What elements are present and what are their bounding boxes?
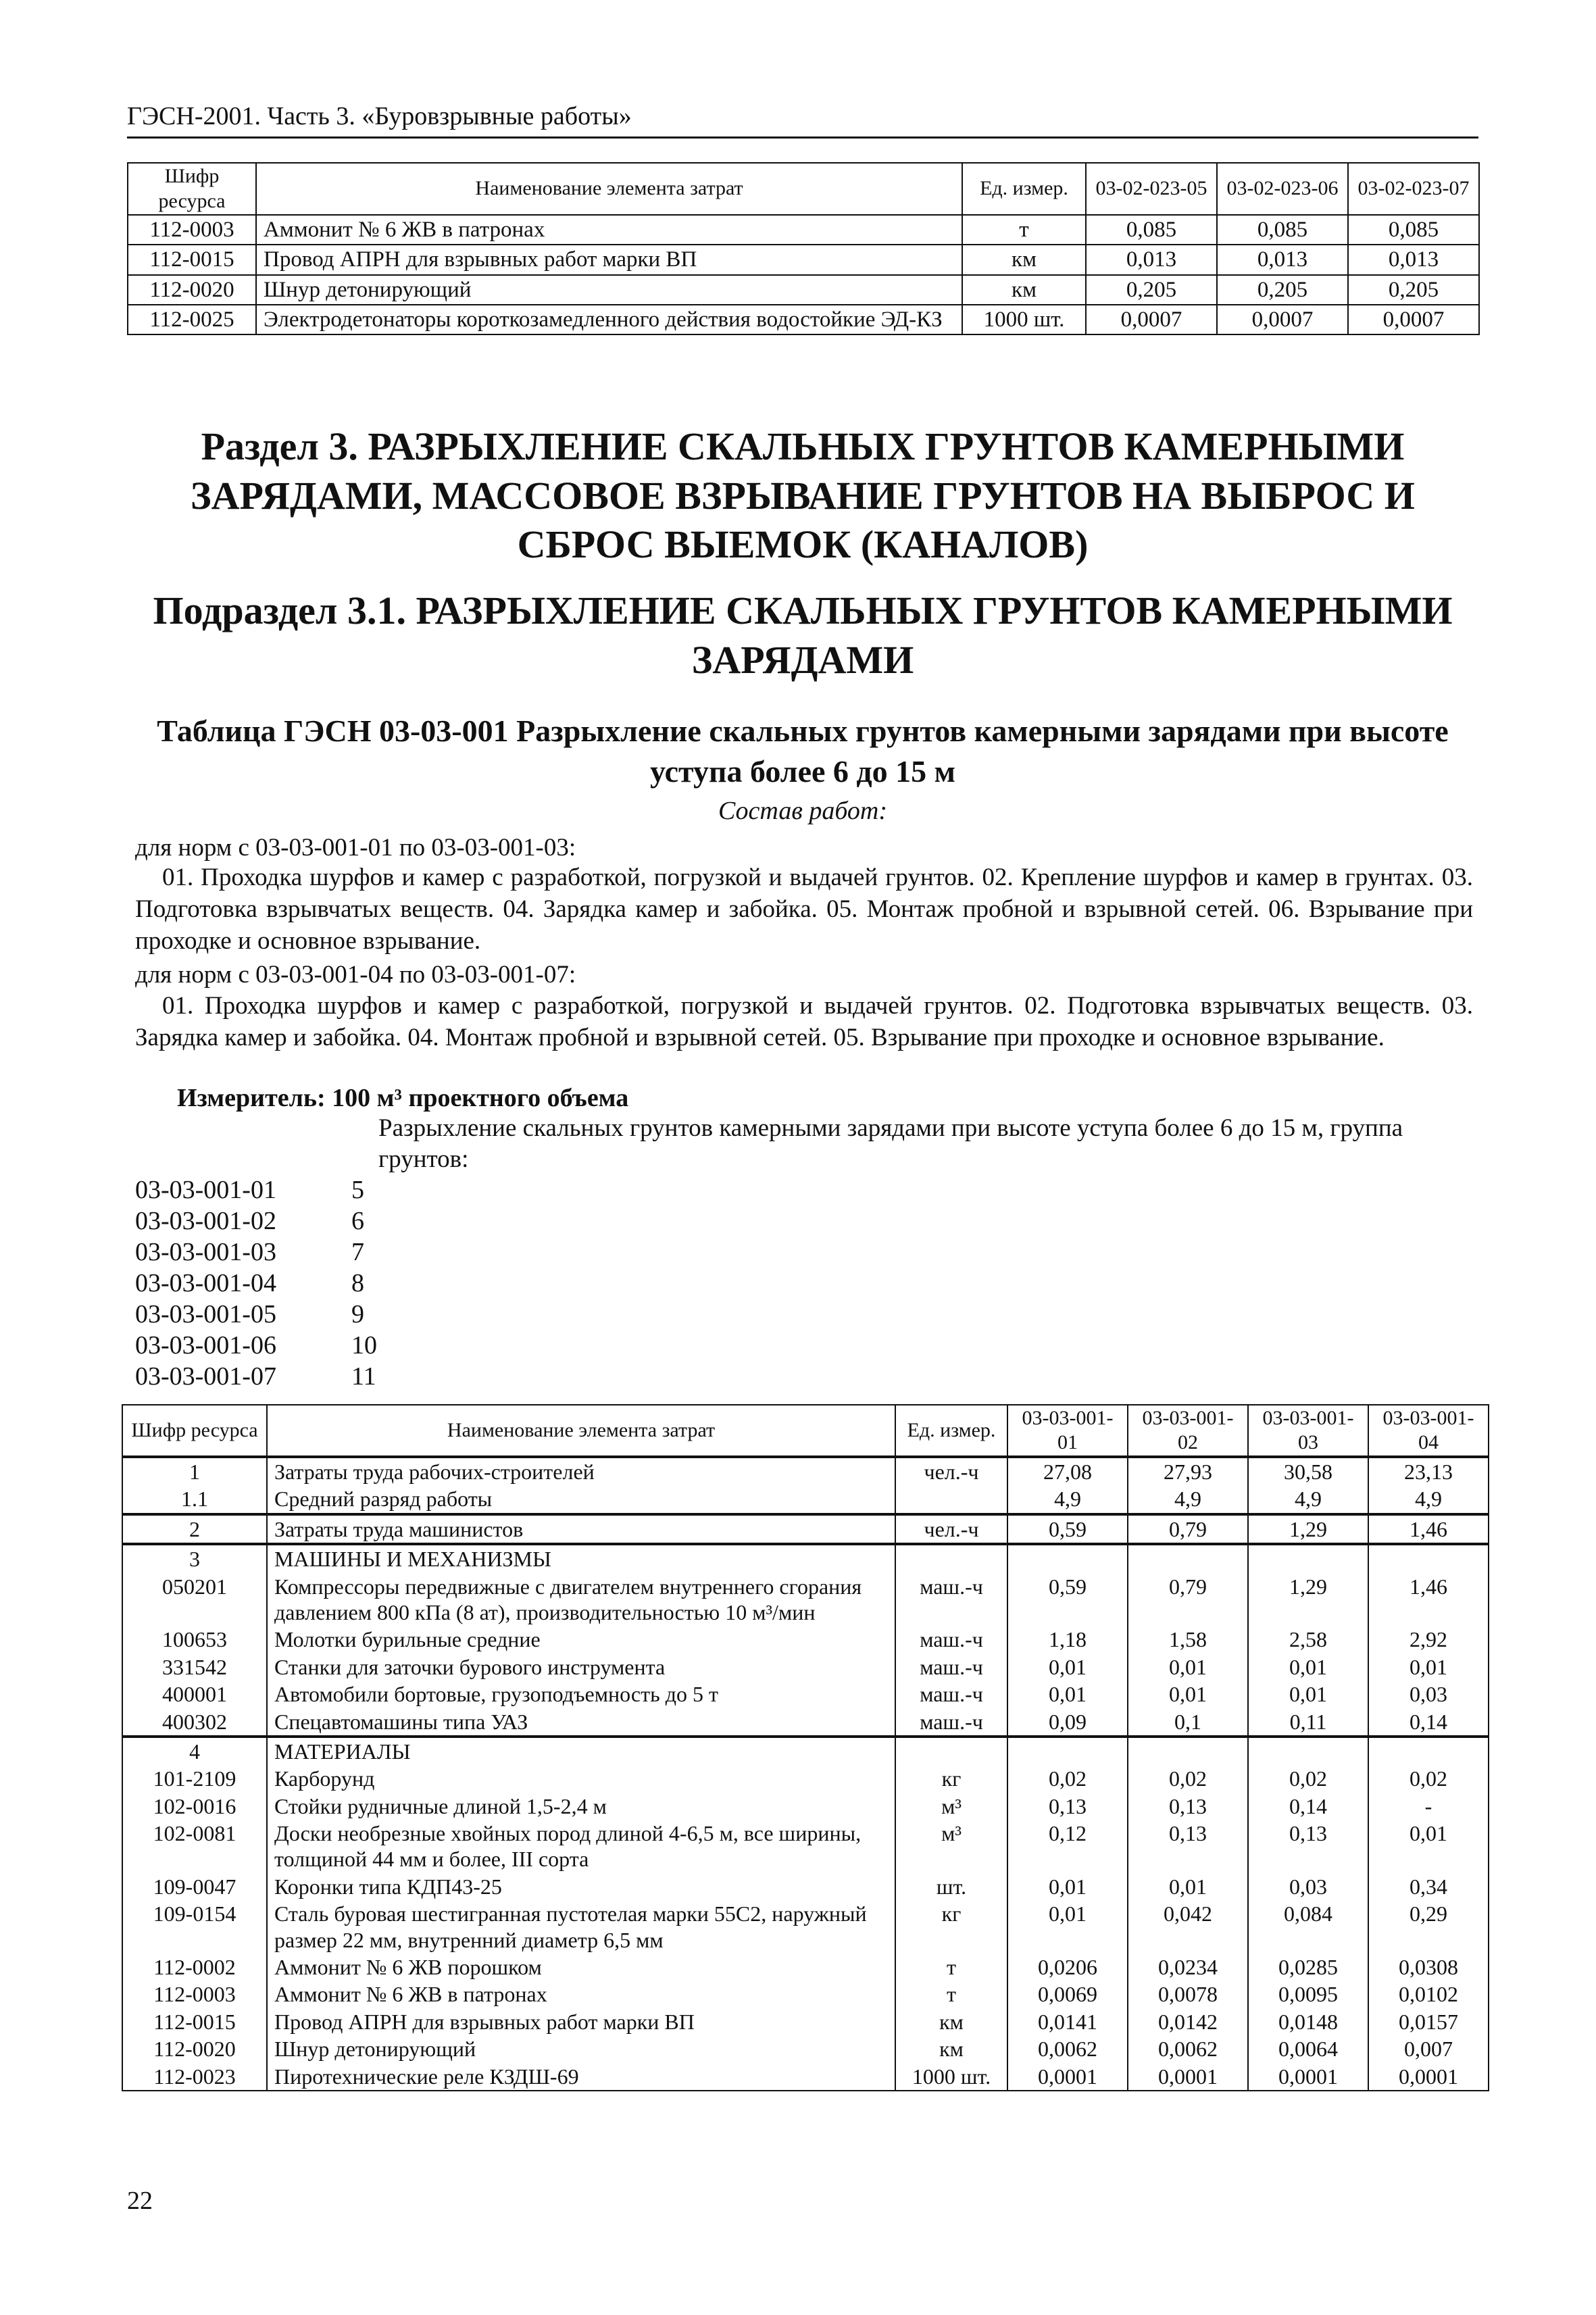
resource-name: Сталь буровая шестигранная пустотелая марки 55С2, наружный размер 22 мм, внутренний диаметр 6,5 мм bbox=[267, 1900, 895, 1953]
header-norm: 03-03-001-02 bbox=[1128, 1405, 1248, 1457]
norm-item bbox=[135, 1237, 377, 1268]
norm-value: 0,09 bbox=[1007, 1708, 1128, 1737]
norm-item bbox=[135, 1268, 377, 1299]
norms-range-label: для норм с 03-03-001-01 по 03-03-001-03: bbox=[135, 834, 576, 862]
resource-name: Аммонит № 6 ЖВ порошком bbox=[267, 1953, 895, 1981]
header-norm: 03-03-001-03 bbox=[1248, 1405, 1368, 1457]
norm-value: 2,92 bbox=[1368, 1626, 1489, 1653]
norm-value: 0,013 bbox=[1217, 245, 1348, 274]
table-row bbox=[128, 305, 1479, 334]
norm-value: 4,9 bbox=[1007, 1485, 1128, 1514]
norm-item bbox=[135, 1205, 377, 1237]
unit: км bbox=[962, 245, 1086, 274]
table-row bbox=[122, 1457, 1489, 1485]
resource-code: 109-0154 bbox=[122, 1900, 267, 1953]
header-norm: 03-03-001-04 bbox=[1368, 1405, 1489, 1457]
header-code: Шифр ресурса bbox=[128, 163, 256, 215]
norm-value: 0,0095 bbox=[1248, 1981, 1368, 2008]
table-header-row bbox=[122, 1405, 1489, 1457]
resource-table bbox=[122, 1404, 1489, 2091]
soil-group: 7 bbox=[351, 1238, 364, 1266]
norm-value: 0,0062 bbox=[1007, 2035, 1128, 2062]
norm-value: 0,01 bbox=[1368, 1653, 1489, 1681]
norm-value: 0,0007 bbox=[1217, 305, 1348, 334]
norm-value: 0,0069 bbox=[1007, 1981, 1128, 2008]
unit: чел.-ч bbox=[895, 1514, 1007, 1544]
norm-value: 0,085 bbox=[1217, 215, 1348, 245]
norm-value bbox=[1007, 1544, 1128, 1572]
resource-name: Провод АПРН для взрывных работ марки ВП bbox=[256, 245, 962, 274]
resource-name: Провод АПРН для взрывных работ марки ВП bbox=[267, 2008, 895, 2035]
table-body bbox=[128, 215, 1479, 334]
resource-code: 400302 bbox=[122, 1708, 267, 1737]
resource-name: Станки для заточки бурового инструмента bbox=[267, 1653, 895, 1681]
header-unit: Ед. измер. bbox=[962, 163, 1086, 215]
norm-value: 0,0206 bbox=[1007, 1953, 1128, 1981]
norms-range-label: для норм с 03-03-001-04 по 03-03-001-07: bbox=[135, 961, 576, 989]
norm-value: 0,085 bbox=[1348, 215, 1479, 245]
resource-code: 102-0016 bbox=[122, 1793, 267, 1820]
resource-code: 4 bbox=[122, 1737, 267, 1765]
norm-value: 2,58 bbox=[1248, 1626, 1368, 1653]
norm-value bbox=[1007, 1737, 1128, 1765]
unit: кг bbox=[895, 1900, 1007, 1953]
norm-value: 0,0001 bbox=[1368, 2063, 1489, 2091]
resource-name: Шнур детонирующий bbox=[267, 2035, 895, 2062]
norm-value bbox=[1128, 1544, 1248, 1572]
norm-code: 03-03-001-02 bbox=[135, 1207, 276, 1235]
unit bbox=[895, 1737, 1007, 1765]
resource-code: 2 bbox=[122, 1514, 267, 1544]
resource-code: 112-0023 bbox=[122, 2063, 267, 2091]
resource-code: 112-0025 bbox=[128, 305, 256, 334]
resource-code: 331542 bbox=[122, 1653, 267, 1681]
norm-value: 0,205 bbox=[1348, 275, 1479, 305]
table-row bbox=[122, 1626, 1489, 1653]
table-row bbox=[128, 245, 1479, 274]
resource-name: Затраты труда рабочих-строителей bbox=[267, 1457, 895, 1485]
resource-code: 112-0003 bbox=[122, 1981, 267, 2008]
norm-value: 0,13 bbox=[1248, 1820, 1368, 1873]
resource-name: Затраты труда машинистов bbox=[267, 1514, 895, 1544]
norm-value: 0,14 bbox=[1248, 1793, 1368, 1820]
norm-value: 0,0102 bbox=[1368, 1981, 1489, 2008]
norm-code: 03-03-001-01 bbox=[135, 1176, 276, 1204]
resource-code: 112-0002 bbox=[122, 1953, 267, 1981]
table-row bbox=[122, 1514, 1489, 1544]
unit: т bbox=[962, 215, 1086, 245]
norm-value: 1,46 bbox=[1368, 1573, 1489, 1626]
norm-list bbox=[135, 1174, 377, 1392]
norm-value bbox=[1128, 1737, 1248, 1765]
norm-value: 0,084 bbox=[1248, 1900, 1368, 1953]
norm-value: 0,0141 bbox=[1007, 2008, 1128, 2035]
table-row bbox=[122, 1485, 1489, 1514]
norm-value: 0,0001 bbox=[1128, 2063, 1248, 2091]
norm-value: 0,02 bbox=[1007, 1765, 1128, 1792]
norm-value: 0,0285 bbox=[1248, 1953, 1368, 1981]
norm-value: 0,11 bbox=[1248, 1708, 1368, 1737]
table-row bbox=[122, 2063, 1489, 2091]
header-norm: 03-02-023-05 bbox=[1086, 163, 1217, 215]
norm-value: 0,1 bbox=[1128, 1708, 1248, 1737]
norm-value: 0,29 bbox=[1368, 1900, 1489, 1953]
norm-code: 03-03-001-04 bbox=[135, 1269, 276, 1297]
norm-value: 0,205 bbox=[1086, 275, 1217, 305]
table-row bbox=[122, 1953, 1489, 1981]
resource-code: 112-0015 bbox=[122, 2008, 267, 2035]
resource-code: 112-0020 bbox=[122, 2035, 267, 2062]
resource-code: 112-0015 bbox=[128, 245, 256, 274]
unit: маш.-ч bbox=[895, 1573, 1007, 1626]
resource-code: 109-0047 bbox=[122, 1873, 267, 1900]
soil-group: 9 bbox=[351, 1300, 364, 1328]
norm-value: 0,0308 bbox=[1368, 1953, 1489, 1981]
table-row bbox=[122, 1765, 1489, 1792]
unit: маш.-ч bbox=[895, 1681, 1007, 1708]
unit: маш.-ч bbox=[895, 1653, 1007, 1681]
resource-name: МАШИНЫ И МЕХАНИЗМЫ bbox=[267, 1544, 895, 1572]
work-text: 01. Проходка шурфов и камер с разработкой, погрузкой и выдачей грунтов. 02. Подготовка взрывчатых веществ. 03. Зарядка камер и забойка. 04. Монтаж пробной и взрывной сетей. 05. Взрывание при проходке и основное взрывание. bbox=[135, 992, 1473, 1051]
norm-value: 27,93 bbox=[1128, 1457, 1248, 1485]
table-row bbox=[122, 1708, 1489, 1737]
norm-value: 0,007 bbox=[1368, 2035, 1489, 2062]
norm-value: 0,03 bbox=[1248, 1873, 1368, 1900]
norm-code: 03-03-001-03 bbox=[135, 1238, 276, 1266]
norm-value: 1,29 bbox=[1248, 1573, 1368, 1626]
unit: км bbox=[962, 275, 1086, 305]
norm-value: 0,79 bbox=[1128, 1573, 1248, 1626]
soil-group: 11 bbox=[351, 1362, 376, 1391]
resource-name: Молотки бурильные средние bbox=[267, 1626, 895, 1653]
table-header-row bbox=[128, 163, 1479, 215]
norm-value: 0,13 bbox=[1128, 1820, 1248, 1873]
table-row bbox=[122, 1900, 1489, 1953]
table-title: Таблица ГЭСН 03-03-001 Разрыхление скальных грунтов камерными зарядами при высоте уступа более 6 до 15 м bbox=[157, 714, 1449, 789]
work-composition-title: Состав работ: bbox=[718, 797, 888, 825]
header-code: Шифр ресурса bbox=[122, 1405, 267, 1457]
table-row bbox=[128, 275, 1479, 305]
table-row bbox=[122, 1737, 1489, 1765]
norm-value: 0,02 bbox=[1128, 1765, 1248, 1792]
table-row bbox=[122, 1544, 1489, 1572]
page-number: 22 bbox=[127, 2187, 153, 2215]
table-row bbox=[122, 1681, 1489, 1708]
norm-value: 0,205 bbox=[1217, 275, 1348, 305]
work-text: 01. Проходка шурфов и камер с разработкой, погрузкой и выдачей грунтов. 02. Крепление шурфов и камер в грунтах. 03. Подготовка взрывчатых веществ. 04. Зарядка камер и забойка. 05. Монтаж пробной и взрывной сетей. 06. Взрывание при проходке и основное взрывание. bbox=[135, 864, 1473, 955]
resource-code: 050201 bbox=[122, 1573, 267, 1626]
resource-code: 101-2109 bbox=[122, 1765, 267, 1792]
norm-item bbox=[135, 1299, 377, 1330]
unit: км bbox=[895, 2035, 1007, 2062]
norm-value: 0,0157 bbox=[1368, 2008, 1489, 2035]
section-title: Раздел 3. РАЗРЫХЛЕНИЕ СКАЛЬНЫХ ГРУНТОВ КАМЕРНЫМИ ЗАРЯДАМИ, МАССОВОЕ ВЗРЫВАНИЕ ГРУНТОВ НА ВЫБРОС И СБРОС ВЫЕМОК (КАНАЛОВ) bbox=[191, 424, 1415, 566]
norm-value bbox=[1248, 1737, 1368, 1765]
unit: маш.-ч bbox=[895, 1708, 1007, 1737]
resource-code: 1 bbox=[122, 1457, 267, 1485]
resource-name: Компрессоры передвижные с двигателем внутреннего сгорания давлением 800 кПа (8 ат), производительностью 10 м³/мин bbox=[267, 1573, 895, 1626]
norm-value: 27,08 bbox=[1007, 1457, 1128, 1485]
unit: м³ bbox=[895, 1820, 1007, 1873]
norms-intro: Разрыхление скальных грунтов камерными зарядами при высоте уступа более 6 до 15 м, группа грунтов: bbox=[378, 1114, 1403, 1174]
norm-code: 03-03-001-07 bbox=[135, 1362, 276, 1391]
table-row bbox=[122, 2008, 1489, 2035]
norm-value: 0,34 bbox=[1368, 1873, 1489, 1900]
norm-item bbox=[135, 1330, 377, 1361]
norm-value: 0,14 bbox=[1368, 1708, 1489, 1737]
resource-code: 112-0003 bbox=[128, 215, 256, 245]
work-description bbox=[135, 862, 1473, 957]
header-norm: 03-02-023-06 bbox=[1217, 163, 1348, 215]
norm-value: 0,0001 bbox=[1248, 2063, 1368, 2091]
unit: м³ bbox=[895, 1793, 1007, 1820]
norm-value: 0,01 bbox=[1007, 1681, 1128, 1708]
unit bbox=[895, 1544, 1007, 1572]
norm-code: 03-03-001-05 bbox=[135, 1300, 276, 1328]
unit: кг bbox=[895, 1765, 1007, 1792]
norm-value: 0,13 bbox=[1128, 1793, 1248, 1820]
norm-value: 0,01 bbox=[1248, 1681, 1368, 1708]
resource-name: Аммонит № 6 ЖВ в патронах bbox=[267, 1981, 895, 2008]
soil-group: 6 bbox=[351, 1207, 364, 1235]
norm-item bbox=[135, 1174, 377, 1205]
unit: 1000 шт. bbox=[962, 305, 1086, 334]
table-body bbox=[122, 1457, 1489, 2091]
resource-name: Коронки типа КДП43-25 bbox=[267, 1873, 895, 1900]
unit: шт. bbox=[895, 1873, 1007, 1900]
norm-value: 0,01 bbox=[1128, 1653, 1248, 1681]
unit: км bbox=[895, 2008, 1007, 2035]
header-name: Наименование элемента затрат bbox=[267, 1405, 895, 1457]
norm-value: 0,0148 bbox=[1248, 2008, 1368, 2035]
soil-group: 5 bbox=[351, 1176, 364, 1204]
norm-value: 0,01 bbox=[1007, 1900, 1128, 1953]
norm-value: 30,58 bbox=[1248, 1457, 1368, 1485]
meter-label: Измеритель: 100 м³ проектного объема bbox=[177, 1084, 629, 1112]
norm-value: 4,9 bbox=[1368, 1485, 1489, 1514]
norm-value: 0,01 bbox=[1368, 1820, 1489, 1873]
header-unit: Ед. измер. bbox=[895, 1405, 1007, 1457]
norm-value: 0,01 bbox=[1007, 1653, 1128, 1681]
header-norm: 03-02-023-07 bbox=[1348, 163, 1479, 215]
norm-value: 0,02 bbox=[1368, 1765, 1489, 1792]
table-row bbox=[122, 1793, 1489, 1820]
norm-value: 0,59 bbox=[1007, 1573, 1128, 1626]
norm-value: 4,9 bbox=[1128, 1485, 1248, 1514]
norm-item bbox=[135, 1361, 377, 1392]
norm-value: 0,01 bbox=[1248, 1653, 1368, 1681]
resource-name: Спецавтомашины типа УАЗ bbox=[267, 1708, 895, 1737]
subsection-title: Подраздел 3.1. РАЗРЫХЛЕНИЕ СКАЛЬНЫХ ГРУНТОВ КАМЕРНЫМИ ЗАРЯДАМИ bbox=[153, 589, 1453, 682]
resource-code: 3 bbox=[122, 1544, 267, 1572]
norm-value: 0,042 bbox=[1128, 1900, 1248, 1953]
unit bbox=[895, 1485, 1007, 1514]
resource-name: Электродетонаторы короткозамедленного действия водостойкие ЭД-КЗ bbox=[256, 305, 962, 334]
norm-value: 0,0007 bbox=[1086, 305, 1217, 334]
resource-code: 1.1 bbox=[122, 1485, 267, 1514]
resource-code: 102-0081 bbox=[122, 1820, 267, 1873]
norm-value: 0,0007 bbox=[1348, 305, 1479, 334]
norm-value: 1,29 bbox=[1248, 1514, 1368, 1544]
resource-name: Аммонит № 6 ЖВ в патронах bbox=[256, 215, 962, 245]
norm-value: 0,01 bbox=[1128, 1873, 1248, 1900]
norm-value: 0,0234 bbox=[1128, 1953, 1248, 1981]
norm-value: 0,12 bbox=[1007, 1820, 1128, 1873]
resource-table-continued bbox=[127, 162, 1480, 335]
resource-name: МАТЕРИАЛЫ bbox=[267, 1737, 895, 1765]
resource-name: Стойки рудничные длиной 1,5-2,4 м bbox=[267, 1793, 895, 1820]
unit: маш.-ч bbox=[895, 1626, 1007, 1653]
norm-value: 0,59 bbox=[1007, 1514, 1128, 1544]
norm-value: 0,79 bbox=[1128, 1514, 1248, 1544]
soil-group: 8 bbox=[351, 1269, 364, 1297]
norm-value: 0,013 bbox=[1348, 245, 1479, 274]
table-row bbox=[122, 1873, 1489, 1900]
table-row bbox=[122, 2035, 1489, 2062]
table-row bbox=[122, 1573, 1489, 1626]
resource-name: Карборунд bbox=[267, 1765, 895, 1792]
norm-value: 0,02 bbox=[1248, 1765, 1368, 1792]
unit: 1000 шт. bbox=[895, 2063, 1007, 2091]
norm-value: - bbox=[1368, 1793, 1489, 1820]
unit: т bbox=[895, 1981, 1007, 2008]
resource-name: Шнур детонирующий bbox=[256, 275, 962, 305]
norm-value: 0,13 bbox=[1007, 1793, 1128, 1820]
norm-value: 23,13 bbox=[1368, 1457, 1489, 1485]
resource-code: 400001 bbox=[122, 1681, 267, 1708]
norm-value: 0,0001 bbox=[1007, 2063, 1128, 2091]
resource-name: Доски необрезные хвойных пород длиной 4-6,5 м, все ширины, толщиной 44 мм и более, III сорта bbox=[267, 1820, 895, 1873]
resource-code: 100653 bbox=[122, 1626, 267, 1653]
norm-value: 0,0064 bbox=[1248, 2035, 1368, 2062]
unit: чел.-ч bbox=[895, 1457, 1007, 1485]
header-name: Наименование элемента затрат bbox=[256, 163, 962, 215]
table-row bbox=[122, 1981, 1489, 2008]
soil-group: 10 bbox=[351, 1331, 377, 1360]
table-row bbox=[122, 1653, 1489, 1681]
norm-code: 03-03-001-06 bbox=[135, 1331, 276, 1360]
table-row bbox=[128, 215, 1479, 245]
norm-value: 0,0142 bbox=[1128, 2008, 1248, 2035]
norm-value: 0,013 bbox=[1086, 245, 1217, 274]
norm-value: 0,0062 bbox=[1128, 2035, 1248, 2062]
norm-value: 0,03 bbox=[1368, 1681, 1489, 1708]
norm-value: 1,58 bbox=[1128, 1626, 1248, 1653]
norm-value bbox=[1368, 1737, 1489, 1765]
unit: т bbox=[895, 1953, 1007, 1981]
norm-value: 1,18 bbox=[1007, 1626, 1128, 1653]
resource-name: Пиротехнические реле КЗДШ-69 bbox=[267, 2063, 895, 2091]
running-header: ГЭСН-2001. Часть 3. «Буровзрывные работы» bbox=[127, 101, 1478, 139]
table-row bbox=[122, 1820, 1489, 1873]
norm-value: 1,46 bbox=[1368, 1514, 1489, 1544]
norm-value bbox=[1368, 1544, 1489, 1572]
resource-name: Средний разряд работы bbox=[267, 1485, 895, 1514]
norm-value: 0,0078 bbox=[1128, 1981, 1248, 2008]
norm-value: 0,085 bbox=[1086, 215, 1217, 245]
resource-name: Автомобили бортовые, грузоподъемность до 5 т bbox=[267, 1681, 895, 1708]
header-norm: 03-03-001-01 bbox=[1007, 1405, 1128, 1457]
norm-value bbox=[1248, 1544, 1368, 1572]
norm-value: 0,01 bbox=[1128, 1681, 1248, 1708]
work-description bbox=[135, 991, 1473, 1054]
norm-value: 0,01 bbox=[1007, 1873, 1128, 1900]
norm-value: 4,9 bbox=[1248, 1485, 1368, 1514]
resource-code: 112-0020 bbox=[128, 275, 256, 305]
